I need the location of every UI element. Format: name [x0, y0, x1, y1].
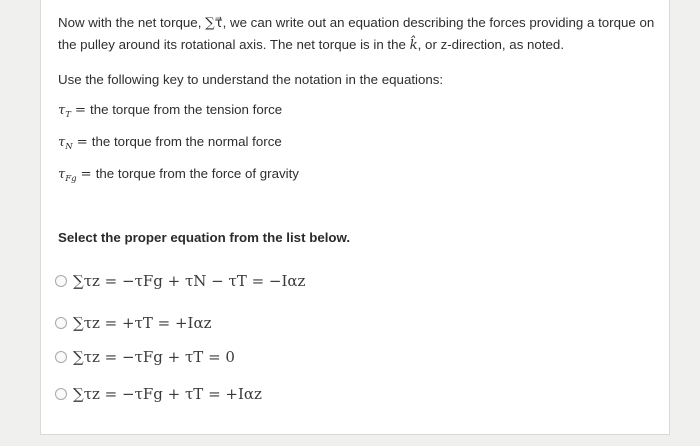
key-text: the torque from the normal force — [91, 134, 282, 149]
key-item-tension: $\tau_T$ = the torque from the tension force — [58, 102, 283, 120]
answer-option-4[interactable] — [55, 381, 262, 407]
net-torque-symbol: ∑τ⃗ — [205, 16, 223, 31]
key-item-gravity: $\tau_{Fg}$ = the torque from the force of gravity — [58, 166, 299, 184]
k-hat-symbol: k̂ — [409, 38, 418, 53]
intro-paragraph — [58, 12, 658, 56]
radio-button[interactable] — [55, 351, 67, 363]
key-symbol: τ — [58, 167, 66, 182]
key-symbol: τ — [58, 103, 66, 118]
key-symbol: τ — [58, 135, 66, 150]
option-equation: ∑τz = −τFg + τN − τT = −Iαz — [73, 272, 306, 290]
option-equation: ∑τz = +τT = +Iαz — [73, 314, 212, 332]
key-subscript: N — [65, 142, 73, 152]
option-equation: ∑τz = −τFg + τT = 0 — [73, 348, 235, 366]
radio-button[interactable] — [55, 275, 67, 287]
radio-button[interactable] — [55, 388, 67, 400]
answer-option-2[interactable] — [55, 310, 212, 336]
radio-button[interactable] — [55, 317, 67, 329]
key-instruction: Use the following key to understand the notation in the equations: — [58, 72, 444, 87]
key-text: the torque from the force of gravity — [95, 166, 299, 181]
intro-text-a: Now with the net torque, — [58, 15, 206, 30]
intro-text-c: , or z-direction, as noted. — [417, 37, 565, 52]
key-text: the torque from the tension force — [90, 102, 283, 117]
key-subscript: Fg — [65, 174, 77, 184]
intro-text-b: , we can write out an equation describing the forces providing a torque on the pulley around its rotational axis. The net torque is in the — [58, 15, 655, 52]
answer-option-1[interactable] — [55, 268, 305, 294]
option-equation: ∑τz = −τFg + τT = +Iαz — [73, 385, 262, 403]
question-panel — [40, 0, 670, 435]
key-item-normal: $\tau_N$ = the torque from the normal force — [58, 134, 282, 152]
key-subscript: T — [65, 110, 71, 120]
answer-option-3[interactable] — [55, 344, 235, 370]
select-prompt: Select the proper equation from the list below. — [58, 230, 351, 245]
